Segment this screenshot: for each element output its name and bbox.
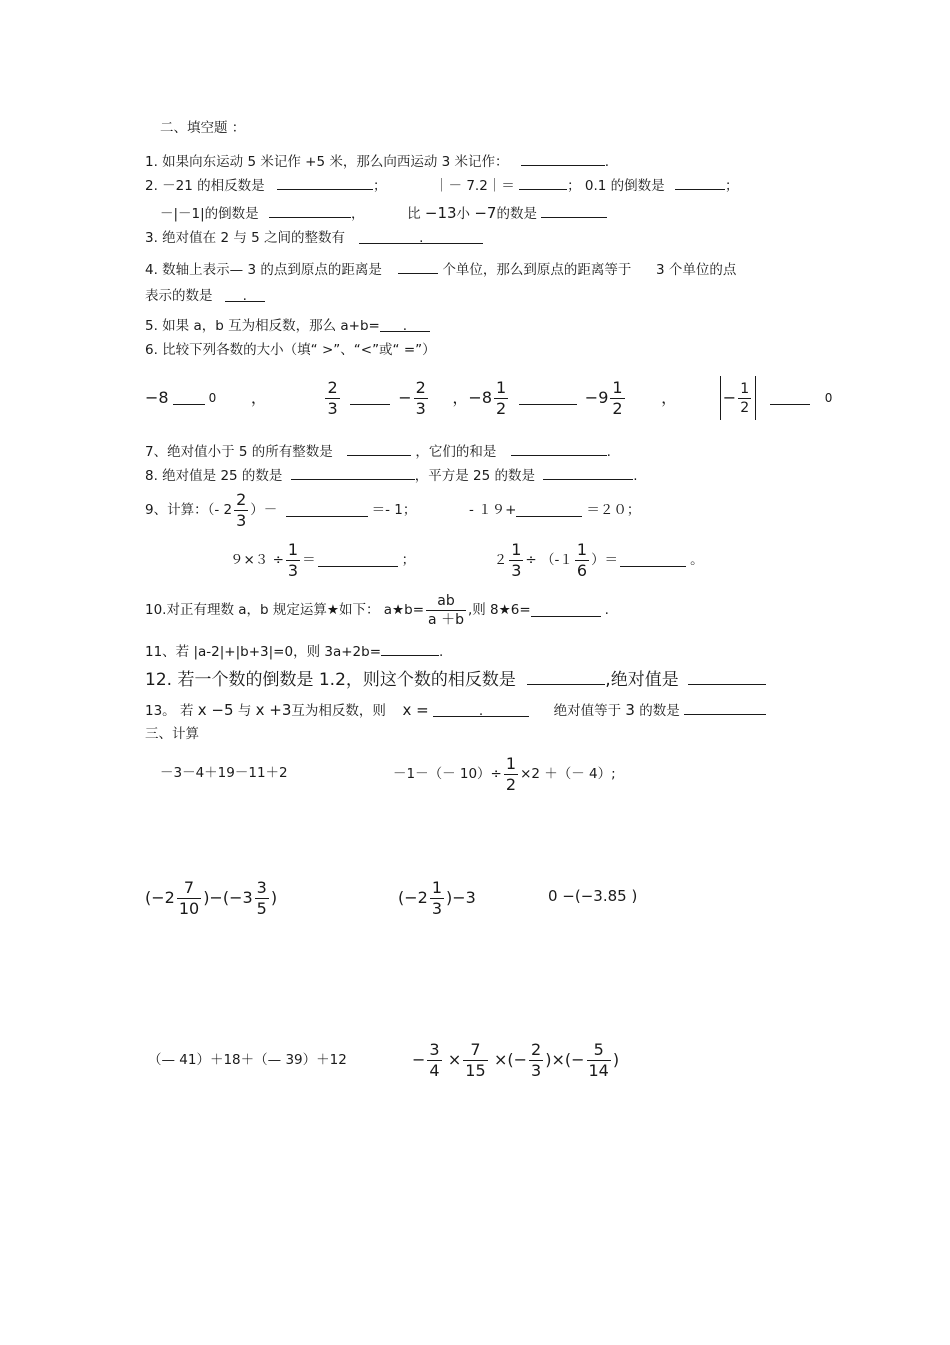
q6-blank-3[interactable] [519,392,577,405]
q4-text2: 个单位，那么到原点的距离等于 [442,262,632,278]
fraction-denominator: 6 [576,560,588,580]
q6-comma-1: ， [250,388,267,407]
q5-dot: . [402,318,407,334]
q6-c1-left: −8 [145,388,169,407]
q6-text: 6. 比较下列各数的大小（填“ >”、“<”或“ =”） [145,342,436,358]
q6-c2-minus: − [398,388,412,407]
q6-c2-left-fraction [325,378,339,419]
q13-dot: . [478,703,484,719]
calc-4-b: )−3 [446,888,476,907]
q7-text1: 7、绝对值小于 5 的所有整数是 [145,444,333,460]
calc-7-fraction-2 [463,1040,487,1081]
q3-answer-blank[interactable] [359,230,483,244]
fraction-denominator: 2 [740,399,750,416]
fraction-numerator: 1 [612,377,623,397]
q11-end: . [439,644,444,660]
q6-blank-1[interactable] [173,392,205,405]
calc-4-fraction [430,878,444,919]
fraction-numerator: 2 [327,377,338,397]
q10-text1: 10.对正有理数 a，b 规定运算★如下： a★b= [145,602,425,618]
calc-2 [393,752,616,796]
calc-7-b: × [447,1050,462,1069]
calc-3-c: ) [270,888,278,907]
q1-answer-blank[interactable] [521,152,605,166]
q6-c3-fraction [494,378,508,419]
q2-part-b-end: ； 0.1 的倒数是 [567,178,665,194]
fraction-denominator: 3 [531,1060,542,1080]
q12-text2: ,绝对值是 [605,670,679,690]
q6-comma-2: ， [452,388,469,407]
q6-c4-absolute-value [720,376,756,420]
question-13 [145,701,766,719]
q9-fraction-4 [575,540,589,581]
calc-2-b: ×2 ＋（－ 4）; [520,766,616,782]
calc-7-c: ×(− [493,1050,528,1069]
calc-4 [398,876,476,920]
calc-3-fraction-2 [255,878,269,919]
question-2 [145,176,738,194]
calc-4-a: (−2 [398,888,428,907]
q2-line2-b2: −13 [424,204,457,222]
q4-text3: 3 个单位的点 [656,262,737,278]
section-heading-fill-blank: 二、填空题 ： [160,120,246,136]
q4-line2: 表示的数是 [145,288,213,304]
q13-t7: 绝对值等于 [553,703,622,719]
q11-answer-blank[interactable] [381,642,439,656]
question-2-line-2 [160,204,607,222]
q9-t3: - １９+ [468,502,517,518]
q4-text1: 4. 数轴上表示— 3 的点到原点的距离是 [145,262,382,278]
calc-3-b: )−(−3 [203,888,253,907]
q13-t2: x −5 [197,701,234,719]
q9-blank-d[interactable] [620,554,686,567]
q2-part-b: ｜－ 7.2｜＝ [435,178,515,194]
fraction-numerator: 2 [531,1039,542,1059]
question-6 [145,342,436,358]
q7-blank-b[interactable] [511,442,607,456]
q8-blank-a[interactable] [291,466,415,480]
question-3 [145,230,483,246]
q2-blank-b[interactable] [519,176,567,190]
fraction-denominator: 14 [588,1060,609,1080]
q6-c1-right: 0 [208,391,217,405]
fraction-numerator: 1 [740,380,750,397]
q9-t2: ＝- 1； [371,502,417,518]
fraction-numerator: 2 [415,377,426,397]
calc-7-fraction-3 [529,1040,543,1081]
q9-l2c: ； [401,552,416,568]
calc-7-d: )×(− [545,1050,585,1069]
q2-line2-a-end: ， [350,206,365,222]
q9-l2d: ２ [493,552,508,568]
calc-7-a: − [412,1050,426,1069]
fraction-denominator: 3 [327,398,338,418]
question-8 [145,466,638,484]
fraction-denominator: 5 [256,898,267,918]
q9-blank-b[interactable] [516,504,582,517]
q12-text1: 12. 若一个数的倒数是 1.2，则这个数的相反数是 [145,670,516,690]
question-10 [145,588,609,632]
calc-6: （— 41）＋18＋（— 39）＋12 [148,1052,347,1068]
q7-end: . [606,444,611,460]
fraction-numerator: 1 [496,377,507,397]
q13-t3: 与 [237,703,252,719]
q8-end: . [633,468,638,484]
q12-blank-b[interactable] [688,668,766,685]
calc-7 [412,1038,619,1082]
q8-text2: ，平方是 25 的数是 [414,468,535,484]
q12-blank-a[interactable] [527,668,605,685]
q7-blank-a[interactable] [347,442,411,456]
fraction-denominator: 10 [178,898,200,918]
calc-5: 0 −(−3.85 ) [548,887,638,905]
question-1 [145,152,609,170]
fraction-denominator: 2 [496,398,507,418]
q6-c2-right-fraction [414,378,428,419]
fraction-denominator: a ＋b [428,611,464,628]
calc-2-a: －1－（－ 10）÷ [393,766,502,782]
q9-fraction-1 [234,490,248,531]
q9-l2f: ）＝ [591,552,619,568]
fraction-numerator: 1 [431,877,443,897]
q9-l2g: 。 [690,552,704,568]
question-4-line-2 [145,288,265,304]
q1-end: . [604,154,610,170]
calc-7-fraction-1 [427,1040,441,1081]
q2-line2-b5: 的数是 [496,206,537,222]
q13-blank-a[interactable] [433,703,529,717]
fraction-numerator: 1 [576,539,588,559]
q2-blank-c[interactable] [675,176,725,190]
q4-blank-b[interactable] [225,288,265,302]
fraction-denominator: 3 [236,510,247,530]
fraction-denominator: 3 [287,560,299,580]
section-heading-calculation: 三、计算 [145,726,199,742]
q13-blank-b[interactable] [684,701,766,715]
q4-dot: . [242,288,247,304]
fraction-numerator: 5 [587,1040,611,1061]
q8-blank-b[interactable] [543,466,633,480]
q13-t4: x +3 [255,701,292,719]
q2-blank-d[interactable] [269,204,351,218]
fraction-numerator: 7 [177,878,201,899]
q9-fraction-2 [286,540,300,581]
q6-c4-right: 0 [824,391,833,405]
calc-7-e: ) [612,1050,620,1069]
q6-c4-fraction [738,380,751,417]
q3-text: 3. 绝对值在 2 与 5 之间的整数有 [145,230,346,246]
q6-c3-right-fraction [610,378,624,419]
q3-dot: . [419,230,424,246]
q9-t4: ＝２０； [586,502,641,518]
q9-label: 9、计算：（- 2 [145,502,233,518]
q13-t1: 13。 若 [145,703,194,719]
question-7 [145,442,611,460]
q2-line2-b3: 小 [456,206,471,222]
q10-fraction [426,592,466,629]
fraction-numerator: ab [426,592,466,611]
question-5 [145,318,430,334]
q9-fraction-3 [509,540,523,581]
q6-blank-2[interactable] [350,392,390,405]
q13-t5: 互为相反数，则 [291,703,386,719]
calc-7-fraction-4 [587,1040,611,1081]
q9-blank-c[interactable] [318,554,398,567]
calc-3 [145,876,277,920]
q5-text: 5. 如果 a，b 互为相反数，那么 a+b= [145,318,380,334]
q2-part-a-end: ； [372,178,387,194]
q7-text2: ，它们的和是 [415,444,497,460]
q2-line2-a: －|－1|的倒数是 [160,206,259,222]
fraction-denominator: 3 [511,560,522,580]
q6-c4-minus: − [722,388,737,407]
fraction-denominator: 4 [429,1060,440,1080]
q6-blank-4[interactable] [770,392,810,405]
fraction-numerator: 2 [236,489,247,509]
q1-text: 1. 如果向东运动 5 米记作 +5 米，那么向西运动 3 米记作： [145,154,509,170]
q6-comparisons [145,376,832,420]
q2-part-a: 2. －21 的相反数是 [145,178,265,194]
q10-answer-blank[interactable] [531,604,601,617]
fraction-denominator: 2 [612,398,623,418]
q13-t9: 的数是 [639,703,680,719]
q2-line2-b4: −7 [474,204,497,222]
q6-comma-3: ， [661,388,678,407]
fraction-numerator: 1 [505,753,517,773]
q2-blank-a[interactable] [277,176,373,190]
q8-text1: 8. 绝对值是 25 的数是 [145,468,283,484]
calc-3-a: (−2 [145,888,175,907]
q13-t6: x = [402,701,429,719]
question-11 [145,642,443,660]
q6-c3-whole: −8 [468,388,493,407]
q10-end: . [604,602,609,618]
q2-line2-b1: 比 [407,206,421,222]
question-4 [145,260,736,278]
fraction-numerator: 7 [463,1040,487,1061]
fraction-numerator: 3 [256,877,267,897]
q2-part-c-end: ； [724,178,739,194]
q13-t8: 3 [625,701,635,719]
fraction-denominator: 3 [431,898,443,918]
q9-l2a: ９×３ ÷ [230,552,284,568]
q10-text2: ,则 8★6= [467,602,531,618]
q2-blank-e[interactable] [541,204,607,218]
calc-1: －3－4＋19－11＋2 [160,765,288,781]
q9-t1: ）－ [250,502,278,518]
fraction-denominator: 3 [415,398,426,418]
fraction-denominator: 15 [465,1060,486,1080]
q11-text: 11、若 |a-2|+|b+3|=0，则 3a+2b= [145,644,382,660]
q9-l2b: ＝ [302,552,316,568]
q9-l2e: ÷ （-１ [525,552,573,568]
question-9-line-2 [230,538,704,582]
fraction-numerator: 1 [511,539,522,559]
calc-3-fraction-1 [177,878,201,919]
question-12 [145,668,766,690]
question-9 [145,488,640,532]
calc-2-fraction [504,754,518,795]
q9-blank-a[interactable] [286,504,368,517]
q4-blank-a[interactable] [398,260,438,274]
fraction-numerator: 1 [287,539,299,559]
q5-answer-blank[interactable] [380,318,430,332]
fraction-numerator: 3 [429,1039,440,1059]
q6-c3-right-whole: −9 [584,388,609,407]
fraction-denominator: 2 [505,774,517,794]
